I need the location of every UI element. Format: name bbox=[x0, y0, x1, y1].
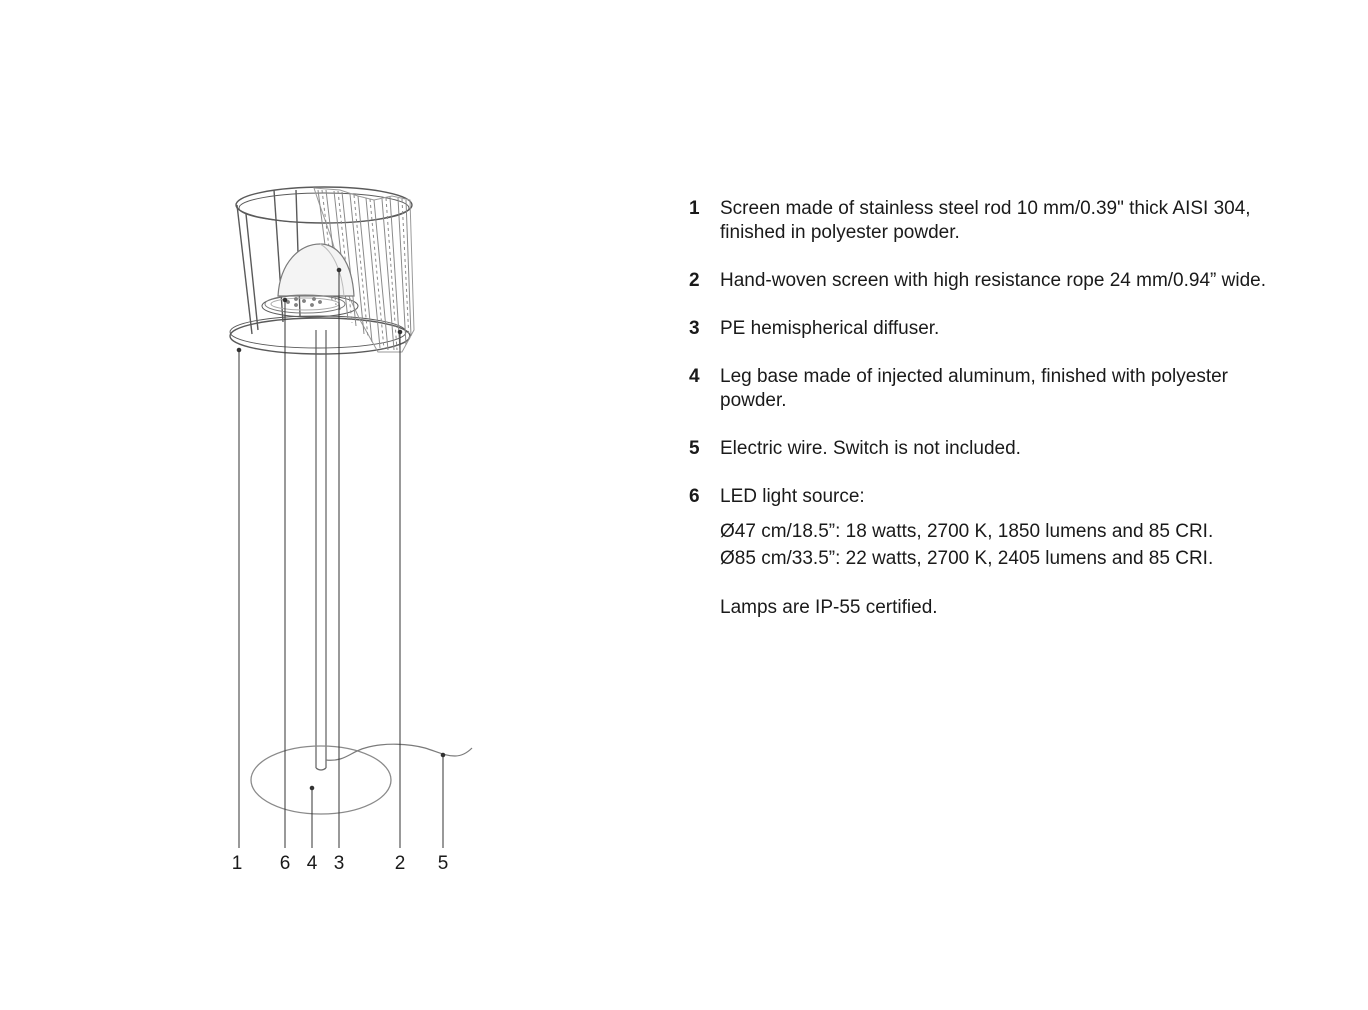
spec-details bbox=[720, 518, 1289, 572]
spec-text: Screen made of stainless steel rod 10 mm/0.39" thick AISI 304, finished in polyester powder. bbox=[720, 198, 1251, 243]
callout-leaders bbox=[237, 268, 445, 848]
spec-item-5 bbox=[689, 437, 1289, 461]
spec-number: 2 bbox=[689, 270, 700, 291]
callout-1: 1 bbox=[231, 853, 243, 874]
spec-number: 4 bbox=[689, 366, 700, 387]
spec-number: 3 bbox=[689, 318, 700, 339]
electric-wire bbox=[326, 744, 472, 760]
spec-number: 5 bbox=[689, 438, 700, 459]
spec-detail-line: Ø85 cm/33.5”: 22 watts, 2700 K, 2405 lumens and 85 CRI. bbox=[720, 548, 1214, 569]
spec-item-4 bbox=[689, 365, 1289, 413]
spec-item-3 bbox=[689, 317, 1289, 341]
callout-2: 2 bbox=[394, 853, 406, 874]
spec-text: LED light source: bbox=[720, 486, 865, 507]
spec-number: 1 bbox=[689, 198, 700, 219]
lamp-exploded-diagram bbox=[0, 0, 620, 1010]
spec-text: PE hemispherical diffuser. bbox=[720, 318, 940, 339]
lamp-base bbox=[251, 746, 391, 814]
spec-detail-line: Ø47 cm/18.5”: 18 watts, 2700 K, 1850 lumens and 85 CRI. bbox=[720, 521, 1214, 542]
led-light-source bbox=[265, 295, 345, 313]
spec-text: Electric wire. Switch is not included. bbox=[720, 438, 1021, 459]
spec-number: 6 bbox=[689, 486, 700, 507]
spec-item-6 bbox=[689, 485, 1289, 572]
spec-text: Leg base made of injected aluminum, finished with polyester powder. bbox=[720, 366, 1229, 411]
spec-text: Hand-woven screen with high resistance rope 24 mm/0.94” wide. bbox=[720, 270, 1266, 291]
spec-list bbox=[689, 197, 1289, 620]
callout-3: 3 bbox=[333, 853, 345, 874]
callout-4: 4 bbox=[306, 853, 318, 874]
spec-text-block bbox=[720, 485, 1289, 572]
certification-note: Lamps are IP-55 certified. bbox=[720, 597, 938, 618]
hemispherical-diffuser bbox=[278, 244, 354, 296]
lamp-pole bbox=[316, 330, 326, 770]
callout-6: 6 bbox=[279, 853, 291, 874]
callout-5: 5 bbox=[437, 853, 449, 874]
spec-item-1 bbox=[689, 197, 1289, 245]
spec-item-2 bbox=[689, 269, 1289, 293]
